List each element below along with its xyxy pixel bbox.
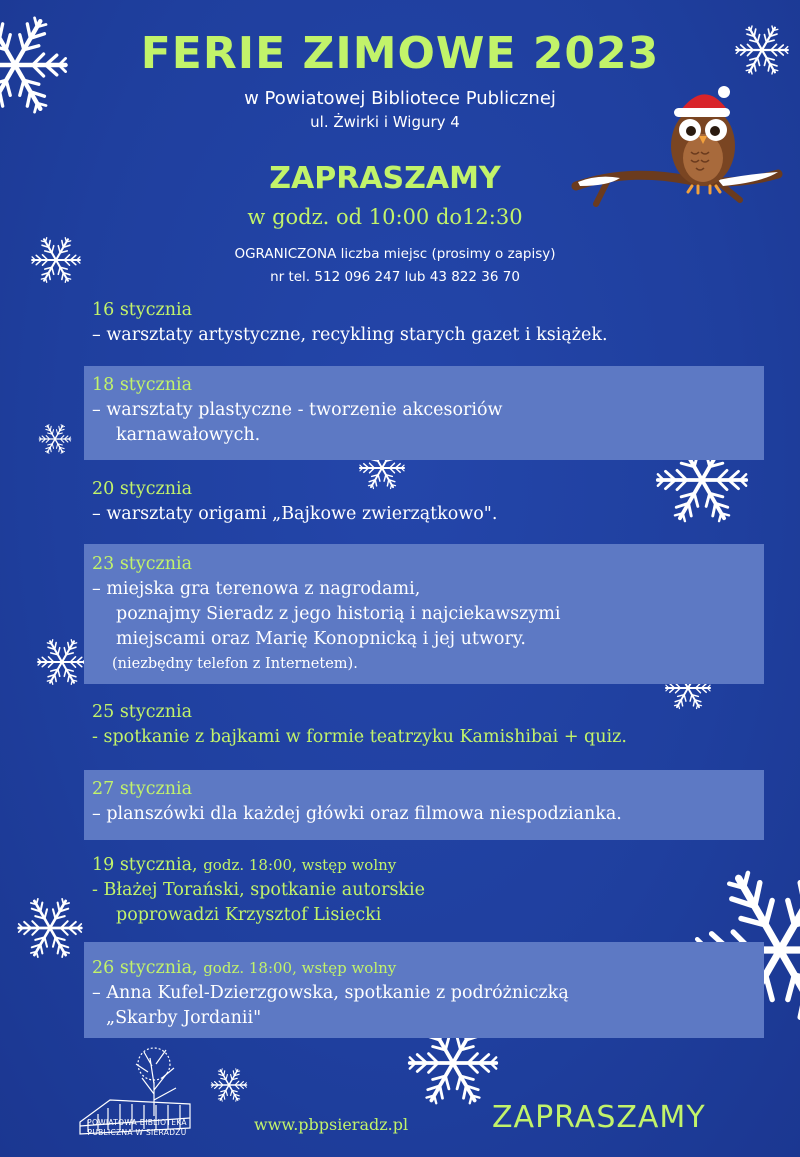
page-title: FERIE ZIMOWE 2023 bbox=[140, 28, 660, 79]
snowflake-icon bbox=[36, 636, 88, 688]
event-date: 16 stycznia bbox=[92, 300, 193, 320]
event-description: - spotkanie z bajkami w formie teatrzyku Kamishibai + quiz. bbox=[92, 727, 627, 747]
event-description: - Błażej Torański, spotkanie autorskie bbox=[92, 880, 425, 900]
event-description: – warsztaty origami „Bajkowe zwierzątkowo". bbox=[92, 504, 498, 524]
snowflake-icon bbox=[38, 422, 72, 456]
event-item bbox=[92, 956, 782, 1031]
event-item bbox=[92, 777, 782, 827]
event-date: 19 stycznia, bbox=[92, 855, 198, 875]
snowflake-icon bbox=[210, 1066, 248, 1104]
event-description: – warsztaty artystyczne, recykling starych gazet i książek. bbox=[92, 325, 608, 345]
event-description: – warsztaty plastyczne - tworzenie akcesoriów bbox=[92, 400, 503, 420]
library-name-line: PUBLICZNA W SIERADZU bbox=[87, 1128, 187, 1137]
event-description: poznajmy Sieradz z jego historią i najciekawszymi bbox=[116, 604, 561, 624]
event-item bbox=[92, 552, 782, 677]
event-item bbox=[92, 853, 782, 928]
event-date: 20 stycznia bbox=[92, 479, 193, 499]
event-description: – planszówki dla każdej główki oraz filmowa niespodzianka. bbox=[92, 804, 622, 824]
event-date: 25 stycznia bbox=[92, 702, 193, 722]
event-date: 27 stycznia bbox=[92, 779, 193, 799]
event-item bbox=[92, 373, 782, 448]
limit-notice: OGRANICZONA liczba miejsc (prosimy o zapisy) bbox=[234, 246, 556, 262]
event-note: (niezbędny telefon z Internetem). bbox=[112, 656, 358, 672]
event-description: karnawałowych. bbox=[116, 425, 261, 445]
invite-heading: ZAPRASZAMY bbox=[269, 161, 501, 196]
library-name-line: POWIATOWA BIBLIOTEKA bbox=[87, 1118, 187, 1127]
event-item bbox=[92, 477, 782, 527]
event-date: 23 stycznia bbox=[92, 554, 193, 574]
event-date: 26 stycznia, bbox=[92, 958, 198, 978]
event-time: godz. 18:00, wstęp wolny bbox=[203, 856, 397, 874]
library-name bbox=[70, 1118, 204, 1138]
event-item bbox=[92, 700, 782, 750]
website-link[interactable]: www.pbpsieradz.pl bbox=[254, 1115, 409, 1134]
event-item bbox=[92, 298, 782, 348]
event-description: poprowadzi Krzysztof Lisiecki bbox=[116, 905, 382, 925]
event-description: „Skarby Jordanii" bbox=[106, 1008, 262, 1028]
event-date: 18 stycznia bbox=[92, 375, 193, 395]
hours-text: w godz. od 10:00 do12:30 bbox=[247, 205, 523, 229]
invite-footer: ZAPRASZAMY bbox=[492, 1100, 706, 1135]
event-time: godz. 18:00, wstęp wolny bbox=[203, 959, 397, 977]
phone-text: nr tel. 512 096 247 lub 43 822 36 70 bbox=[270, 269, 520, 285]
address-text: ul. Żwirki i Wigury 4 bbox=[310, 113, 460, 131]
event-description: – miejska gra terenowa z nagrodami, bbox=[92, 579, 421, 599]
event-description: – Anna Kufel-Dzierzgowska, spotkanie z podróżniczką bbox=[92, 983, 569, 1003]
event-description: miejscami oraz Marię Konopnicką i jej utwory. bbox=[116, 629, 526, 649]
venue-text: w Powiatowej Bibliotece Publicznej bbox=[244, 88, 556, 109]
snowflake-icon bbox=[16, 894, 84, 962]
